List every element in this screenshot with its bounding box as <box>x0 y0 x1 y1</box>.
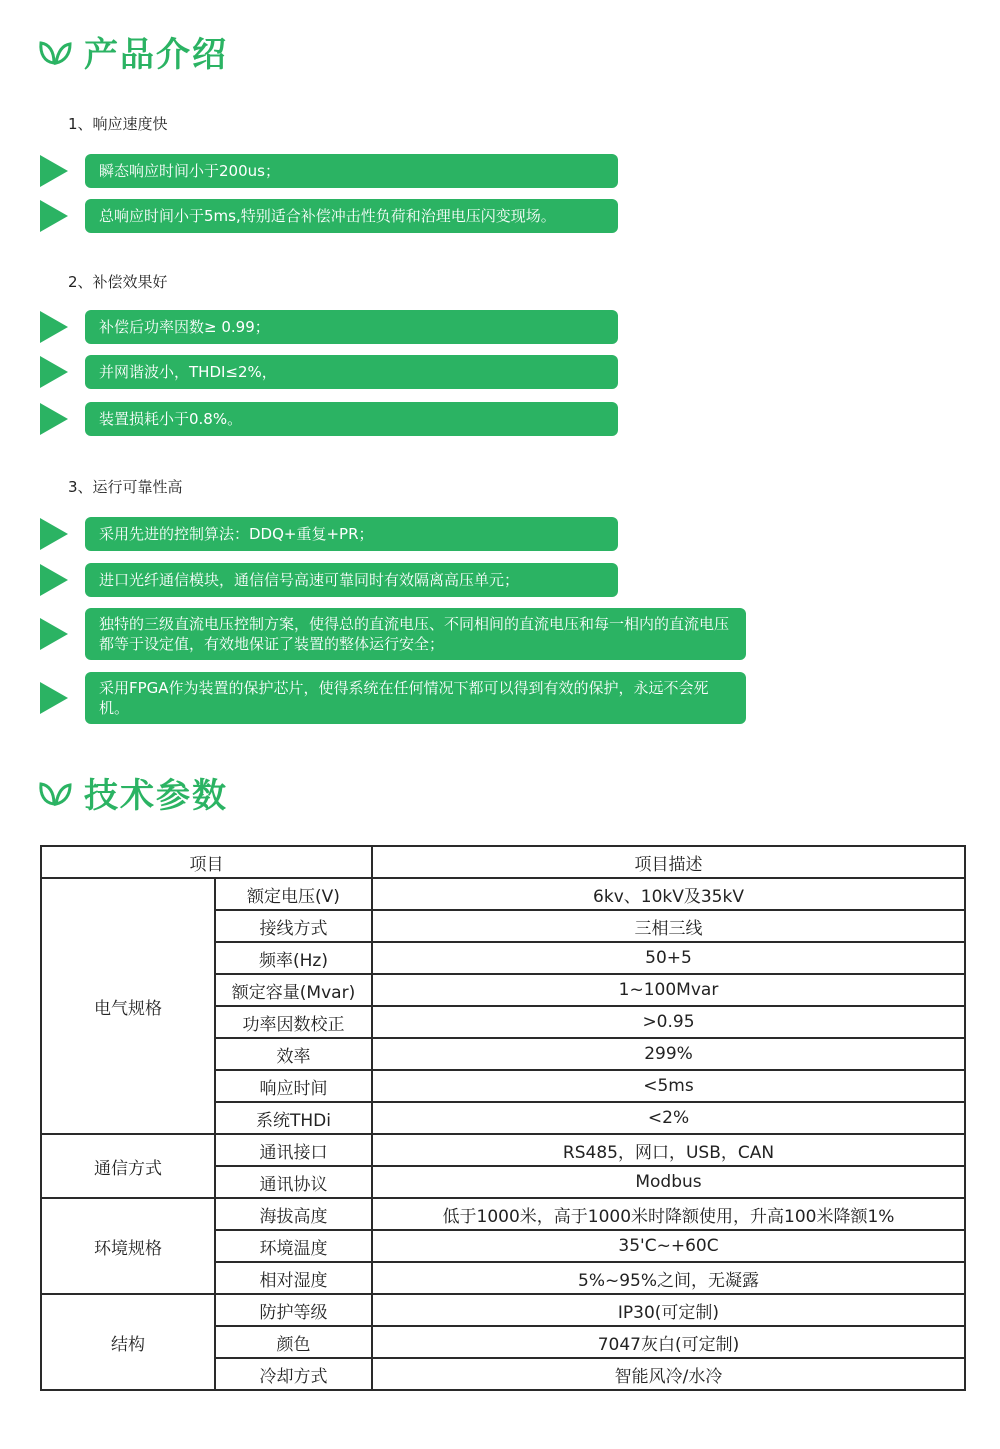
feature-pill: 独特的三级直流电压控制方案，使得总的直流电压、不同相间的直流电压和每一相内的直流电压都等于设定值，有效地保证了装置的整体运行安全； <box>85 608 746 660</box>
feature-pill: 采用FPGA作为装置的保护芯片，使得系统在任何情况下都可以得到有效的保护，永远不会死机。 <box>85 672 746 724</box>
param-cell: 响应时间 <box>215 1070 372 1102</box>
table-row <box>41 1294 965 1326</box>
arrow-icon <box>40 618 68 650</box>
param-cell: 通讯接口 <box>215 1134 372 1166</box>
value-cell: 智能风冷/水冷 <box>372 1358 965 1390</box>
list-item <box>40 563 618 597</box>
value-cell: 35'C~+60C <box>372 1230 965 1262</box>
value-cell: >0.95 <box>372 1006 965 1038</box>
value-cell: 7047灰白(可定制) <box>372 1326 965 1358</box>
list-item <box>40 199 618 233</box>
arrow-icon <box>40 311 68 343</box>
group-title-reliability: 3、运行可靠性高 <box>68 478 183 496</box>
value-cell: Modbus <box>372 1166 965 1198</box>
feature-pill: 进口光纤通信模块，通信信号高速可靠同时有效隔离高压单元； <box>85 563 618 597</box>
leaf-icon <box>38 36 72 66</box>
intro-title: 产品介绍 <box>84 34 228 75</box>
feature-pill: 瞬态响应时间小于200us； <box>85 154 618 188</box>
param-cell: 通讯协议 <box>215 1166 372 1198</box>
param-cell: 频率(Hz) <box>215 942 372 974</box>
group-title-compensation: 2、补偿效果好 <box>68 273 168 291</box>
group-cell-structure: 结构 <box>41 1294 215 1390</box>
param-cell: 效率 <box>215 1038 372 1070</box>
header-item: 项目 <box>41 846 372 878</box>
param-cell: 额定电压(V) <box>215 878 372 910</box>
value-cell: RS485，网口，USB，CAN <box>372 1134 965 1166</box>
arrow-icon <box>40 403 68 435</box>
feature-pill: 并网谐波小，THDI≤2%， <box>85 355 618 389</box>
list-item <box>40 310 618 344</box>
param-cell: 相对湿度 <box>215 1262 372 1294</box>
value-cell: <2% <box>372 1102 965 1134</box>
arrow-icon <box>40 155 68 187</box>
param-cell: 冷却方式 <box>215 1358 372 1390</box>
feature-pill: 装置损耗小于0.8%。 <box>85 402 618 436</box>
arrow-icon <box>40 564 68 596</box>
value-cell: 低于1000米，高于1000米时降额使用，升高100米降额1% <box>372 1198 965 1230</box>
table-header-row <box>41 846 965 878</box>
param-cell: 额定容量(Mvar) <box>215 974 372 1006</box>
intro-section-header <box>38 26 228 76</box>
param-cell: 环境温度 <box>215 1230 372 1262</box>
value-cell: 三相三线 <box>372 910 965 942</box>
param-cell: 防护等级 <box>215 1294 372 1326</box>
feature-pill: 采用先进的控制算法：DDQ+重复+PR； <box>85 517 618 551</box>
value-cell: IP30(可定制) <box>372 1294 965 1326</box>
list-item <box>40 402 618 436</box>
param-cell: 系统THDi <box>215 1102 372 1134</box>
value-cell: 6kv、10kV及35kV <box>372 878 965 910</box>
table-row <box>41 1198 965 1230</box>
param-cell: 海拔高度 <box>215 1198 372 1230</box>
table-row <box>41 878 965 910</box>
group-cell-communication: 通信方式 <box>41 1134 215 1198</box>
param-cell: 颜色 <box>215 1326 372 1358</box>
specs-title: 技术参数 <box>84 775 228 816</box>
feature-pill: 总响应时间小于5ms,特别适合补偿冲击性负荷和治理电压闪变现场。 <box>85 199 618 233</box>
arrow-icon <box>40 200 68 232</box>
value-cell: 1~100Mvar <box>372 974 965 1006</box>
feature-pill: 补偿后功率因数≥ 0.99； <box>85 310 618 344</box>
group-cell-electrical: 电气规格 <box>41 878 215 1134</box>
list-item <box>40 355 618 389</box>
arrow-icon <box>40 682 68 714</box>
value-cell: 299% <box>372 1038 965 1070</box>
specs-section-header <box>38 767 228 817</box>
header-description: 项目描述 <box>372 846 965 878</box>
list-item <box>40 517 618 551</box>
list-item <box>40 672 746 724</box>
value-cell: 5%~95%之间，无凝露 <box>372 1262 965 1294</box>
param-cell: 功率因数校正 <box>215 1006 372 1038</box>
group-cell-environment: 环境规格 <box>41 1198 215 1294</box>
param-cell: 接线方式 <box>215 910 372 942</box>
list-item <box>40 154 618 188</box>
list-item <box>40 608 746 660</box>
value-cell: 50+5 <box>372 942 965 974</box>
group-title-response: 1、响应速度快 <box>68 115 168 133</box>
arrow-icon <box>40 518 68 550</box>
arrow-icon <box>40 356 68 388</box>
table-row <box>41 1134 965 1166</box>
leaf-icon <box>38 777 72 807</box>
spec-table <box>40 845 966 1391</box>
value-cell: <5ms <box>372 1070 965 1102</box>
